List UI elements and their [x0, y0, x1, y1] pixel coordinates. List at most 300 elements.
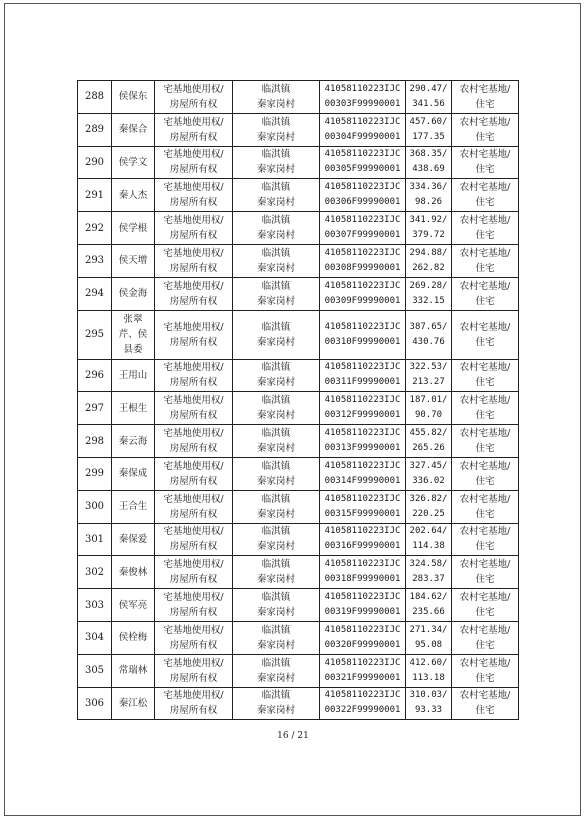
area-values-line: 187.01/: [409, 395, 448, 406]
location-cell: [233, 523, 320, 556]
table-row: [78, 146, 519, 179]
area-values-line: 220.25: [412, 508, 445, 519]
land-use-line: 住宅: [475, 410, 495, 422]
unit-code-line: 00318F99990001: [324, 574, 401, 585]
location-line: 临淇镇: [261, 428, 291, 440]
unit-code-line: 00314F99990001: [324, 475, 401, 486]
table-row: [78, 425, 519, 458]
owner-name-line: 秦江松: [118, 697, 148, 709]
right-type-line: 房屋所有权: [169, 164, 218, 176]
owner-name-line: 王合生: [118, 501, 148, 513]
land-use-line: 住宅: [475, 377, 495, 389]
unit-code-cell: [320, 621, 406, 654]
land-use-cell: [452, 621, 519, 654]
right-type-cell: [155, 212, 233, 245]
land-use-line: 农村宅基地/: [459, 559, 511, 571]
owner-name-line: 芹、侯: [118, 329, 148, 341]
land-use-cell: [452, 244, 519, 277]
row-number-cell: 289: [78, 113, 112, 146]
area-values-cell: [406, 244, 452, 277]
owner-name-cell: [112, 523, 155, 556]
table-row: [78, 179, 519, 212]
land-use-line: 住宅: [475, 336, 495, 348]
land-use-line: 农村宅基地/: [459, 247, 511, 259]
owner-name-line: 侯金海: [118, 288, 148, 300]
location-cell: [233, 457, 320, 490]
records-table: [77, 80, 519, 720]
unit-code-line: 41058110223IJC: [324, 182, 401, 193]
area-values-cell: [406, 310, 452, 359]
unit-code-line: 00320F99990001: [324, 639, 401, 650]
location-cell: [233, 212, 320, 245]
area-values-line: 438.69: [412, 164, 445, 175]
area-values-line: 235.66: [412, 607, 445, 618]
row-number-cell: 303: [78, 589, 112, 622]
location-cell: [233, 113, 320, 146]
owner-name-cell: [112, 392, 155, 425]
right-type-line: 房屋所有权: [169, 336, 218, 348]
area-values-line: 310.03/: [409, 690, 448, 701]
unit-code-cell: [320, 179, 406, 212]
land-use-line: 住宅: [475, 262, 495, 274]
table-row: [78, 621, 519, 654]
right-type-line: 宅基地使用权/: [163, 280, 224, 292]
location-cell: [233, 310, 320, 359]
area-values-line: 269.28/: [409, 280, 448, 291]
location-line: 秦家岗村: [256, 672, 295, 684]
area-values-line: 184.62/: [409, 592, 448, 603]
location-line: 临淇镇: [261, 559, 291, 571]
table-row: [78, 244, 519, 277]
row-number-cell: 297: [78, 392, 112, 425]
area-values-line: 341.92/: [409, 215, 448, 226]
location-line: 秦家岗村: [256, 508, 295, 520]
right-type-cell: [155, 359, 233, 392]
location-cell: [233, 490, 320, 523]
right-type-line: 宅基地使用权/: [163, 559, 224, 571]
unit-code-line: 41058110223IJC: [324, 321, 401, 332]
location-line: 秦家岗村: [256, 295, 295, 307]
location-line: 秦家岗村: [256, 443, 295, 455]
owner-name-cell: [112, 556, 155, 589]
right-type-line: 房屋所有权: [169, 443, 218, 455]
row-number-cell: 298: [78, 425, 112, 458]
unit-code-cell: [320, 556, 406, 589]
right-type-cell: [155, 425, 233, 458]
location-line: 临淇镇: [261, 321, 291, 333]
right-type-line: 宅基地使用权/: [163, 592, 224, 604]
location-line: 临淇镇: [261, 280, 291, 292]
unit-code-cell: [320, 113, 406, 146]
right-type-line: 房屋所有权: [169, 705, 218, 717]
unit-code-cell: [320, 490, 406, 523]
table-row: [78, 556, 519, 589]
unit-code-line: 00303F99990001: [324, 98, 401, 109]
land-use-cell: [452, 113, 519, 146]
land-use-line: 农村宅基地/: [459, 182, 511, 194]
right-type-line: 房屋所有权: [169, 410, 218, 422]
unit-code-line: 41058110223IJC: [324, 657, 401, 668]
area-values-cell: [406, 146, 452, 179]
area-values-cell: [406, 277, 452, 310]
location-line: 临淇镇: [261, 690, 291, 702]
land-use-line: 农村宅基地/: [459, 592, 511, 604]
area-values-line: 213.27: [412, 377, 445, 388]
unit-code-line: 00306F99990001: [324, 197, 401, 208]
location-line: 秦家岗村: [256, 336, 295, 348]
unit-code-cell: [320, 687, 406, 720]
location-line: 临淇镇: [261, 362, 291, 374]
land-use-cell: [452, 589, 519, 622]
area-values-line: 341.56: [412, 98, 445, 109]
land-use-line: 农村宅基地/: [459, 657, 511, 669]
right-type-line: 房屋所有权: [169, 295, 218, 307]
area-values-cell: [406, 457, 452, 490]
page-number: 16 / 21: [277, 731, 309, 741]
right-type-line: 宅基地使用权/: [163, 493, 224, 505]
right-type-line: 房屋所有权: [169, 639, 218, 651]
land-use-line: 农村宅基地/: [459, 116, 511, 128]
area-values-line: 113.18: [412, 672, 445, 683]
row-number-cell: 294: [78, 277, 112, 310]
land-use-cell: [452, 556, 519, 589]
records-body: [78, 81, 519, 720]
area-values-line: 90.70: [414, 410, 443, 421]
table-row: [78, 392, 519, 425]
location-cell: [233, 277, 320, 310]
land-use-line: 住宅: [475, 607, 495, 619]
owner-name-cell: [112, 654, 155, 687]
owner-name-cell: [112, 81, 155, 114]
land-use-line: 住宅: [475, 230, 495, 242]
location-cell: [233, 621, 320, 654]
right-type-line: 宅基地使用权/: [163, 83, 224, 95]
area-values-line: 387.65/: [409, 321, 448, 332]
owner-name-line: 常瑞林: [118, 665, 148, 677]
unit-code-line: 41058110223IJC: [324, 690, 401, 701]
area-values-line: 202.64/: [409, 526, 448, 537]
location-cell: [233, 425, 320, 458]
area-values-cell: [406, 523, 452, 556]
location-line: 秦家岗村: [256, 262, 295, 274]
area-values-line: 336.02: [412, 475, 445, 486]
land-use-line: 农村宅基地/: [459, 690, 511, 702]
location-line: 秦家岗村: [256, 410, 295, 422]
area-values-line: 283.37: [412, 574, 445, 585]
location-cell: [233, 687, 320, 720]
location-line: 临淇镇: [261, 182, 291, 194]
location-line: 临淇镇: [261, 657, 291, 669]
row-number-cell: 304: [78, 621, 112, 654]
area-values-line: 290.47/: [409, 83, 448, 94]
area-values-line: 412.60/: [409, 657, 448, 668]
land-use-cell: [452, 457, 519, 490]
unit-code-cell: [320, 146, 406, 179]
land-use-cell: [452, 392, 519, 425]
land-use-line: 农村宅基地/: [459, 321, 511, 333]
area-values-cell: [406, 654, 452, 687]
unit-code-cell: [320, 654, 406, 687]
location-line: 临淇镇: [261, 493, 291, 505]
land-use-line: 住宅: [475, 574, 495, 586]
location-line: 临淇镇: [261, 83, 291, 95]
location-line: 秦家岗村: [256, 541, 295, 553]
row-number-cell: 296: [78, 359, 112, 392]
land-use-line: 农村宅基地/: [459, 362, 511, 374]
right-type-cell: [155, 179, 233, 212]
unit-code-line: 00305F99990001: [324, 164, 401, 175]
area-values-line: 332.15: [412, 295, 445, 306]
right-type-line: 宅基地使用权/: [163, 690, 224, 702]
unit-code-line: 00310F99990001: [324, 336, 401, 347]
owner-name-line: 秦保合: [118, 124, 148, 136]
right-type-cell: [155, 621, 233, 654]
unit-code-line: 00304F99990001: [324, 131, 401, 142]
location-line: 秦家岗村: [256, 705, 295, 717]
owner-name-line: 侯军亮: [118, 599, 148, 611]
land-use-cell: [452, 654, 519, 687]
right-type-cell: [155, 146, 233, 179]
unit-code-line: 41058110223IJC: [324, 592, 401, 603]
land-use-line: 住宅: [475, 443, 495, 455]
right-type-line: 宅基地使用权/: [163, 460, 224, 472]
unit-code-cell: [320, 277, 406, 310]
location-line: 秦家岗村: [256, 607, 295, 619]
location-line: 临淇镇: [261, 247, 291, 259]
unit-code-line: 00312F99990001: [324, 410, 401, 421]
row-number-cell: 301: [78, 523, 112, 556]
area-values-cell: [406, 212, 452, 245]
area-values-cell: [406, 490, 452, 523]
table-row: [78, 490, 519, 523]
table-row: [78, 113, 519, 146]
owner-name-line: 县委: [123, 344, 143, 356]
location-line: 临淇镇: [261, 149, 291, 161]
owner-name-line: 秦保成: [118, 468, 148, 480]
land-use-line: 农村宅基地/: [459, 215, 511, 227]
location-line: 秦家岗村: [256, 230, 295, 242]
row-number-cell: 305: [78, 654, 112, 687]
area-values-line: 271.34/: [409, 624, 448, 635]
right-type-cell: [155, 490, 233, 523]
location-line: 临淇镇: [261, 460, 291, 472]
right-type-cell: [155, 687, 233, 720]
table-row: [78, 654, 519, 687]
unit-code-line: 00307F99990001: [324, 230, 401, 241]
right-type-line: 宅基地使用权/: [163, 149, 224, 161]
right-type-cell: [155, 81, 233, 114]
unit-code-line: 41058110223IJC: [324, 624, 401, 635]
owner-name-cell: [112, 212, 155, 245]
right-type-cell: [155, 589, 233, 622]
location-cell: [233, 81, 320, 114]
area-values-cell: [406, 556, 452, 589]
location-cell: [233, 146, 320, 179]
right-type-cell: [155, 457, 233, 490]
location-line: 秦家岗村: [256, 639, 295, 651]
table-row: [78, 687, 519, 720]
right-type-line: 宅基地使用权/: [163, 395, 224, 407]
location-line: 临淇镇: [261, 116, 291, 128]
unit-code-cell: [320, 310, 406, 359]
land-use-cell: [452, 425, 519, 458]
unit-code-cell: [320, 81, 406, 114]
area-values-line: 326.82/: [409, 493, 448, 504]
area-values-cell: [406, 425, 452, 458]
location-line: 秦家岗村: [256, 164, 295, 176]
unit-code-line: 00322F99990001: [324, 705, 401, 716]
row-number-cell: 293: [78, 244, 112, 277]
area-values-line: 430.76: [412, 336, 445, 347]
area-values-line: 322.53/: [409, 362, 448, 373]
area-values-line: 455.82/: [409, 428, 448, 439]
owner-name-cell: [112, 621, 155, 654]
location-line: 秦家岗村: [256, 377, 295, 389]
location-line: 秦家岗村: [256, 98, 295, 110]
unit-code-line: 00313F99990001: [324, 443, 401, 454]
owner-name-line: 侯保东: [118, 91, 148, 103]
owner-name-line: 秦云海: [118, 435, 148, 447]
land-use-cell: [452, 179, 519, 212]
unit-code-cell: [320, 244, 406, 277]
right-type-line: 宅基地使用权/: [163, 526, 224, 538]
table-row: [78, 310, 519, 359]
land-use-cell: [452, 359, 519, 392]
land-use-line: 住宅: [475, 705, 495, 717]
unit-code-line: 41058110223IJC: [324, 395, 401, 406]
location-cell: [233, 179, 320, 212]
right-type-line: 宅基地使用权/: [163, 624, 224, 636]
location-cell: [233, 359, 320, 392]
location-line: 临淇镇: [261, 526, 291, 538]
area-values-cell: [406, 589, 452, 622]
land-use-line: 住宅: [475, 508, 495, 520]
right-type-line: 宅基地使用权/: [163, 247, 224, 259]
right-type-cell: [155, 277, 233, 310]
right-type-line: 宅基地使用权/: [163, 215, 224, 227]
area-values-line: 334.36/: [409, 182, 448, 193]
owner-name-cell: [112, 146, 155, 179]
table-row: [78, 523, 519, 556]
land-use-line: 住宅: [475, 475, 495, 487]
land-use-cell: [452, 310, 519, 359]
owner-name-line: 侯学文: [118, 156, 148, 168]
owner-name-line: 秦保爱: [118, 533, 148, 545]
area-values-line: 324.58/: [409, 559, 448, 570]
right-type-cell: [155, 523, 233, 556]
right-type-line: 宅基地使用权/: [163, 362, 224, 374]
location-cell: [233, 392, 320, 425]
owner-name-cell: [112, 457, 155, 490]
right-type-line: 宅基地使用权/: [163, 657, 224, 669]
unit-code-line: 41058110223IJC: [324, 149, 401, 160]
owner-name-line: 秦人杰: [118, 189, 148, 201]
area-values-cell: [406, 687, 452, 720]
right-type-line: 宅基地使用权/: [163, 116, 224, 128]
owner-name-cell: [112, 277, 155, 310]
unit-code-cell: [320, 212, 406, 245]
right-type-line: 房屋所有权: [169, 131, 218, 143]
area-values-line: 327.45/: [409, 460, 448, 471]
area-values-line: 265.26: [412, 443, 445, 454]
unit-code-line: 00321F99990001: [324, 672, 401, 683]
right-type-line: 房屋所有权: [169, 672, 218, 684]
owner-name-cell: [112, 244, 155, 277]
right-type-cell: [155, 556, 233, 589]
land-use-cell: [452, 146, 519, 179]
location-line: 秦家岗村: [256, 574, 295, 586]
location-line: 秦家岗村: [256, 475, 295, 487]
right-type-cell: [155, 654, 233, 687]
unit-code-line: 00309F99990001: [324, 295, 401, 306]
unit-code-line: 00319F99990001: [324, 607, 401, 618]
unit-code-line: 41058110223IJC: [324, 526, 401, 537]
right-type-line: 房屋所有权: [169, 475, 218, 487]
unit-code-line: 41058110223IJC: [324, 460, 401, 471]
right-type-cell: [155, 113, 233, 146]
owner-name-line: 王根生: [118, 402, 148, 414]
owner-name-cell: [112, 310, 155, 359]
area-values-line: 93.33: [414, 705, 443, 716]
location-cell: [233, 244, 320, 277]
owner-name-line: 秦俊林: [118, 566, 148, 578]
land-use-line: 住宅: [475, 164, 495, 176]
owner-name-cell: [112, 113, 155, 146]
right-type-line: 房屋所有权: [169, 377, 218, 389]
row-number-cell: 295: [78, 310, 112, 359]
right-type-line: 房屋所有权: [169, 574, 218, 586]
row-number-cell: 299: [78, 457, 112, 490]
area-values-line: 95.08: [414, 639, 443, 650]
right-type-line: 宅基地使用权/: [163, 428, 224, 440]
area-values-line: 98.26: [414, 197, 443, 208]
unit-code-line: 41058110223IJC: [324, 280, 401, 291]
land-use-line: 农村宅基地/: [459, 395, 511, 407]
owner-name-cell: [112, 179, 155, 212]
table-row: [78, 212, 519, 245]
land-use-line: 农村宅基地/: [459, 83, 511, 95]
right-type-line: 宅基地使用权/: [163, 321, 224, 333]
land-use-line: 农村宅基地/: [459, 280, 511, 292]
unit-code-line: 41058110223IJC: [324, 559, 401, 570]
unit-code-cell: [320, 425, 406, 458]
unit-code-line: 00308F99990001: [324, 262, 401, 273]
area-values-cell: [406, 113, 452, 146]
location-cell: [233, 589, 320, 622]
land-use-line: 农村宅基地/: [459, 493, 511, 505]
owner-name-cell: [112, 490, 155, 523]
land-use-line: 住宅: [475, 639, 495, 651]
right-type-cell: [155, 244, 233, 277]
land-use-cell: [452, 687, 519, 720]
land-use-cell: [452, 490, 519, 523]
table-row: [78, 457, 519, 490]
land-use-cell: [452, 523, 519, 556]
area-values-line: 294.88/: [409, 247, 448, 258]
area-values-line: 262.82: [412, 262, 445, 273]
unit-code-cell: [320, 457, 406, 490]
row-number-cell: 300: [78, 490, 112, 523]
area-values-cell: [406, 81, 452, 114]
owner-name-line: 王用山: [118, 369, 148, 381]
location-line: 临淇镇: [261, 395, 291, 407]
table-row: [78, 81, 519, 114]
land-use-line: 农村宅基地/: [459, 460, 511, 472]
table-row: [78, 359, 519, 392]
area-values-line: 114.38: [412, 541, 445, 552]
unit-code-line: 41058110223IJC: [324, 247, 401, 258]
row-number-cell: 302: [78, 556, 112, 589]
